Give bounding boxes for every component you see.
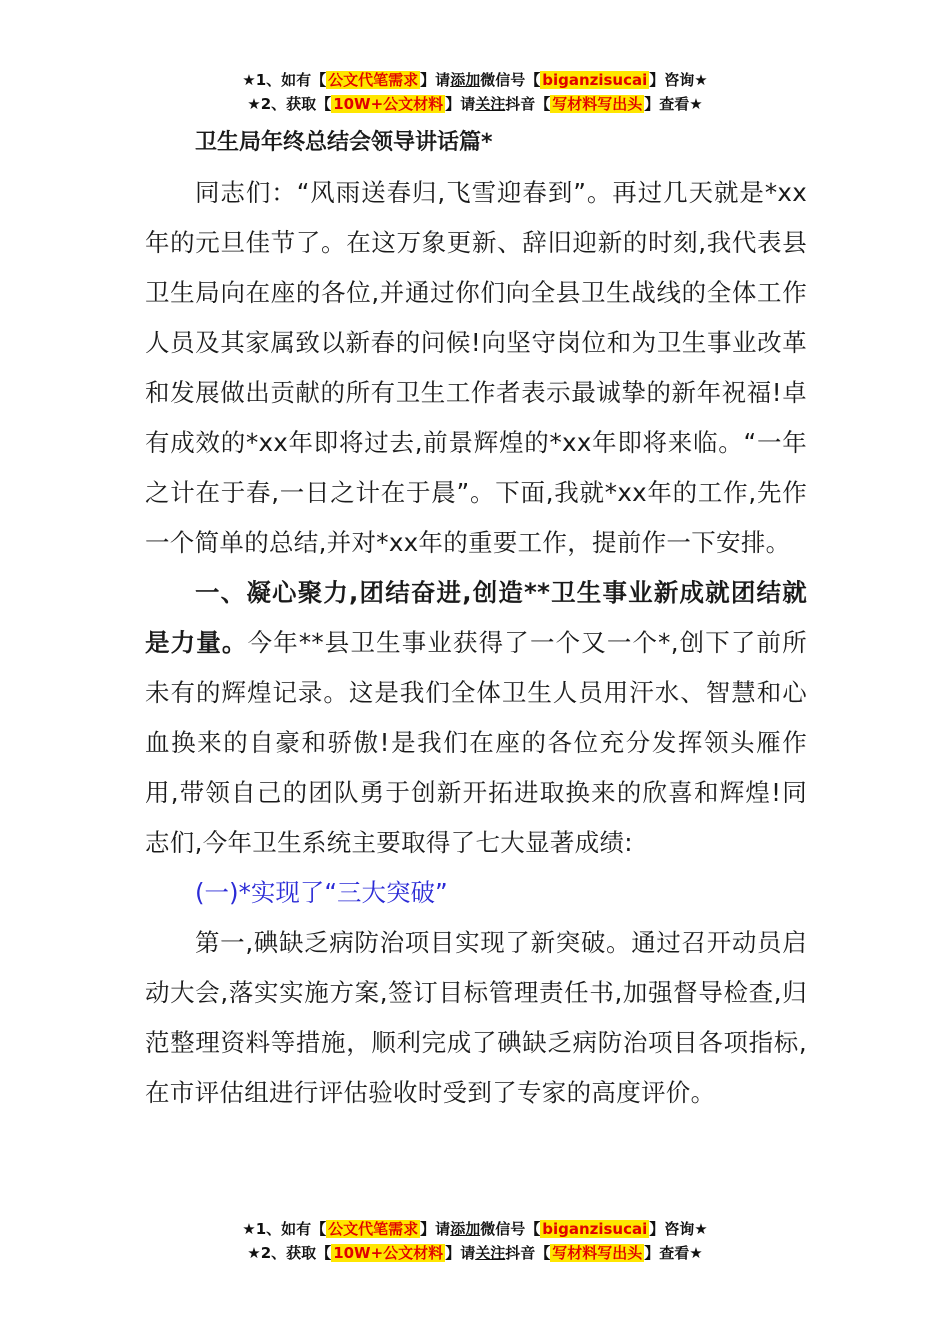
promo-banner-top [0, 68, 950, 116]
promo-highlight: 公文代笔需求 [328, 1220, 419, 1238]
promo-underline: 添加 [450, 71, 481, 89]
promo-line-1 [0, 68, 950, 92]
section-1-heading: 一、凝心聚力,团结奋进,创造**卫生事业新成就团结就是力量。 [145, 578, 807, 657]
promo-text: 】咨询★ [649, 1220, 708, 1238]
promo-text: ★1、如有【 [242, 1220, 327, 1238]
promo-banner-bottom [0, 1217, 950, 1265]
document-title: 卫生局年终总结会领导讲话篇* [195, 130, 493, 155]
promo-line-1 [0, 1217, 950, 1241]
document-body [145, 118, 807, 1118]
subsection-heading: (一)*实现了“三大突破” [195, 878, 448, 907]
promo-underline: 关注 [475, 95, 506, 113]
promo-text: 抖音【 [505, 95, 551, 113]
promo-highlight: 10W+公文材料 [333, 95, 444, 113]
promo-douyin-id: 写材料写出头 [552, 1244, 643, 1262]
promo-wechat-id: biganzisucai [542, 1220, 648, 1238]
promo-highlight: 公文代笔需求 [328, 71, 419, 89]
section-1-body: 今年**县卫生事业获得了一个又一个*,创下了前所未有的辉煌记录。这是我们全体卫生人员用汗水、智慧和心血换来的自豪和骄傲!是我们在座的各位充分发挥领头雁作用,带领自己的团队勇于创新开拓进取换来的欣喜和辉煌!同志们,今年卫生系统主要取得了七大显著成绩: [145, 628, 807, 857]
promo-highlight: 10W+公文材料 [333, 1244, 444, 1262]
promo-underline: 添加 [450, 1220, 481, 1238]
promo-text: 】请 [445, 1244, 476, 1262]
intro-paragraph: 同志们：“风雨送春归,飞雪迎春到”。再过几天就是*xx年的元旦佳节了。在这万象更新、辞旧迎新的时刻,我代表县卫生局向在座的各位,并通过你们向全县卫生战线的全体工作人员及其家属致以新春的问候!向坚守岗位和为卫生事业改革和发展做出贡献的所有卫生工作者表示最诚挚的新年祝福!卓有成效的*xx年即将过去,前景辉煌的*xx年即将来临。“一年之计在于春,一日之计在于晨”。下面,我就*xx年的工作,先作一个简单的总结,并对*xx年的重要工作，提前作一下安排。 [145, 178, 807, 557]
promo-text: ★2、获取【 [247, 95, 332, 113]
promo-text: 】请 [420, 1220, 451, 1238]
promo-text: 】查看★ [644, 95, 703, 113]
promo-text: 微信号【 [480, 71, 541, 89]
promo-text: 】查看★ [644, 1244, 703, 1262]
promo-text: 抖音【 [505, 1244, 551, 1262]
promo-text: ★2、获取【 [247, 1244, 332, 1262]
promo-text: 】请 [445, 95, 476, 113]
promo-douyin-id: 写材料写出头 [552, 95, 643, 113]
promo-text: 】请 [420, 71, 451, 89]
promo-text: ★1、如有【 [242, 71, 327, 89]
promo-underline: 关注 [475, 1244, 506, 1262]
promo-text: 】咨询★ [649, 71, 708, 89]
promo-line-2 [0, 1241, 950, 1265]
section-1-paragraph [145, 568, 807, 868]
first-point-paragraph: 第一,碘缺乏病防治项目实现了新突破。通过召开动员启动大会,落实实施方案,签订目标管理责任书,加强督导检查,归范整理资料等措施，顺利完成了碘缺乏病防治项目各项指标,在市评估组进行评估验收时受到了专家的高度评价。 [145, 928, 807, 1107]
promo-text: 微信号【 [480, 1220, 541, 1238]
promo-line-2 [0, 92, 950, 116]
promo-wechat-id: biganzisucai [542, 71, 648, 89]
